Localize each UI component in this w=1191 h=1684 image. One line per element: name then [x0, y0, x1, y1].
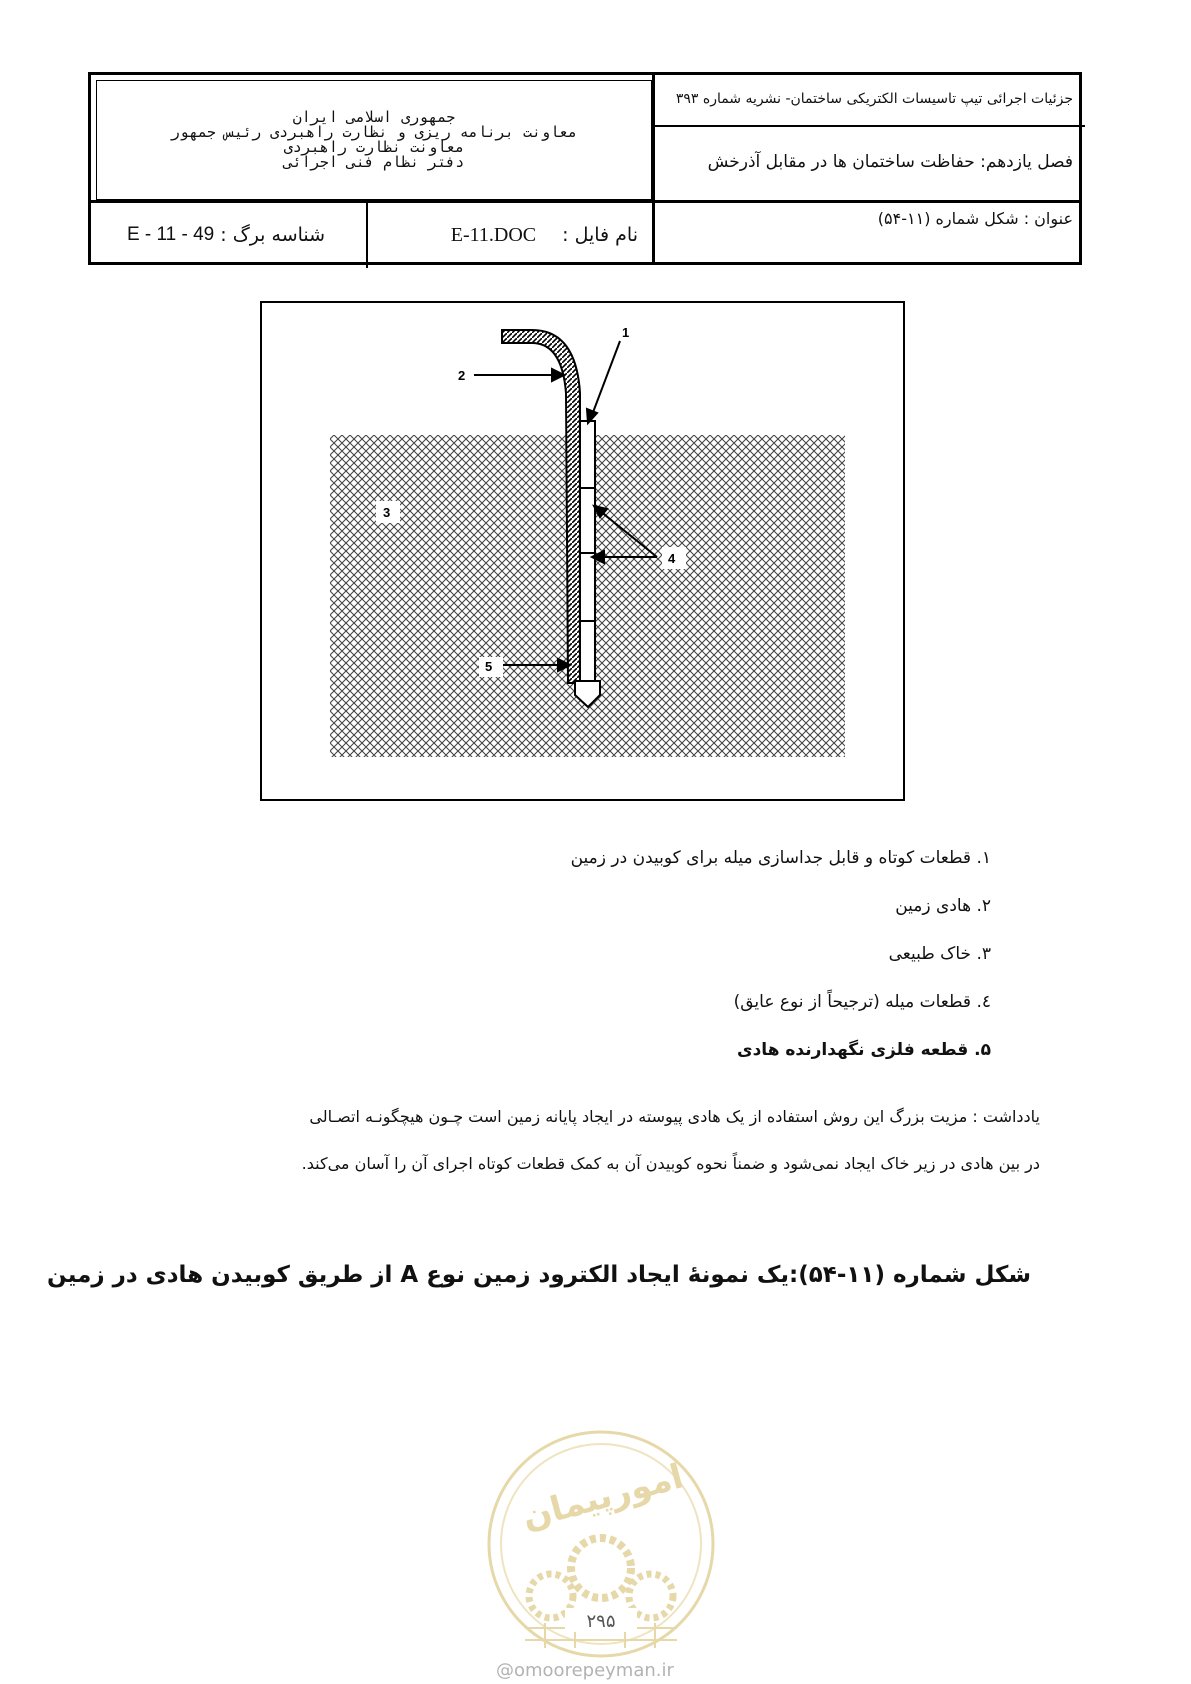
publication-title: جزئیات اجرائی تیپ تاسیسات الکتریکی ساختمان- نشریه شماره ۳۹۳: [675, 91, 1073, 107]
org-line: دفتر نظام فنی اجرائی: [283, 153, 465, 171]
figure-frame: [260, 301, 905, 801]
legend-item: ۳. خاک طبیعی: [888, 944, 991, 964]
website-watermark: @omoorepeyman.ir: [496, 1660, 674, 1681]
org-line: جمهوری اسلامی ایران: [292, 108, 456, 126]
note-line-1: یادداشت : مزیت بزرگ این روش استفاده از یک هادی پیوسته در ایجاد پایانه زمین است چـون هیچگونـه اتصـالی: [309, 1107, 1040, 1126]
legend-item: ۲. هادی زمین: [895, 896, 991, 916]
sheet-id-field: [101, 205, 351, 265]
legend-item: ۵. قطعه فلزی نگهدارنده هادی: [737, 1040, 991, 1060]
stamp-text: امورپیمان: [517, 1456, 688, 1538]
file-name-label: نام فایل :: [562, 224, 638, 246]
callout-5: 5: [485, 659, 493, 674]
file-name-field: [368, 205, 638, 265]
callout-1: 1: [622, 325, 630, 340]
ground-rod-diagram: [262, 303, 903, 799]
callout-4: 4: [668, 551, 676, 566]
figure-legend: [291, 848, 991, 1088]
callout-3: 3: [383, 505, 391, 520]
page-number: ۲۹۵: [586, 1611, 616, 1632]
sheet-id-label: شناسه برگ :: [220, 224, 326, 246]
note-line-2: در بین هادی در زیر خاک ایجاد نمی‌شود و ضمناً نحوه کوبیدن آن به کمک قطعات کوتاه اجرای آن را آسان می‌کند.: [301, 1154, 1040, 1173]
file-name-value: E-11.DOC: [450, 223, 537, 246]
document-header: [88, 72, 1082, 265]
legend-item: ۱. قطعات کوتاه و قابل جداسازی میله برای کوبیدن در زمین: [570, 848, 991, 868]
callout-2: 2: [458, 368, 466, 383]
figure-caption: شکل شماره (۱۱-۵۴):یک نمونۀ ایجاد الکترود زمین نوع A از طریق کوبیدن هادی در زمین: [47, 1262, 1031, 1288]
sheet-id-value: E - 11 - 49: [126, 224, 215, 245]
chapter-title: فصل یازدهم: حفاظت ساختمان ها در مقابل آذرخش: [707, 152, 1073, 172]
watermark-stamp: [485, 1428, 717, 1660]
legend-item: ٤. قطعات میله (ترجیحاً از نوع عایق): [733, 992, 991, 1012]
rod-sections: [580, 421, 595, 681]
figure-title: عنوان : شکل شماره (۱۱-۵۴): [877, 209, 1073, 228]
org-line: معاونت برنامه ریزی و نظارت راهبردی رئیس جمهور: [170, 123, 578, 141]
header-divider: [652, 75, 655, 262]
organization-block: [96, 80, 652, 200]
org-line: معاونت نظارت راهبردی: [283, 138, 465, 156]
